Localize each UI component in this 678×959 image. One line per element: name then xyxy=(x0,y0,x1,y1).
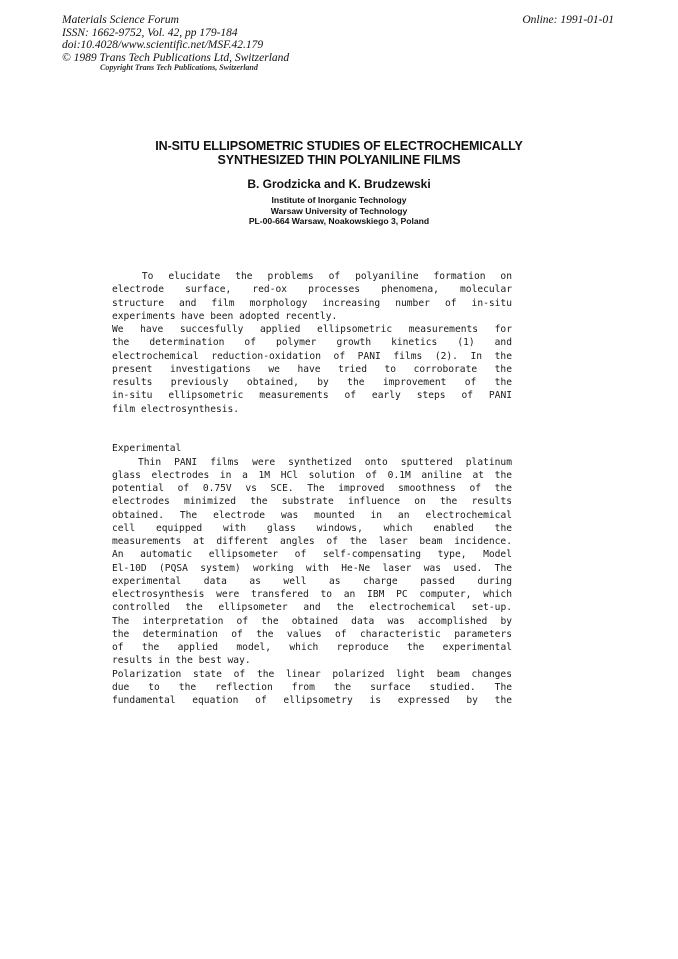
text-line: The interpretation of the obtained data was accomplished by xyxy=(112,615,512,627)
print-copyright: Copyright Trans Tech Publications, Switzerland xyxy=(100,63,258,72)
text-line: experiments have been adopted recently. xyxy=(112,310,338,322)
text-line: El-10D (PQSA system) working with He-Ne laser was used. The xyxy=(112,562,512,574)
text-line: structure and film morphology increasing number of in-situ xyxy=(112,297,512,309)
text-line: measurements at different angles of the laser beam incidence. xyxy=(112,536,512,547)
paper-title xyxy=(0,139,678,167)
journal-meta xyxy=(62,14,289,64)
affiliation-line-3: PL-00-664 Warsaw, Noakowskiego 3, Poland xyxy=(248,216,430,226)
text-line: the determination of polymer growth kinetics (1) and xyxy=(112,337,512,349)
text-line: Polarization state of the linear polarized light beam changes xyxy=(112,668,512,680)
affiliation-line-2: Warsaw University of Technology xyxy=(270,205,408,216)
text-line: cell equipped with glass windows, which enabled the xyxy=(112,522,512,534)
text-line: the determination of the values of characteristic parameters xyxy=(112,628,512,640)
affiliation-line-1: Institute of Inorganic Technology xyxy=(271,195,407,205)
text-line: obtained. The electrode was mounted in an electrochemical xyxy=(112,509,512,521)
text-line: film electrosynthesis. xyxy=(112,403,240,415)
text-line: experimental data as well as charge passed during xyxy=(112,575,512,587)
online-date: Online: 1991-01-01 xyxy=(522,14,614,26)
title-line-1: IN-SITU ELLIPSOMETRIC STUDIES OF ELECTROCHEMICALLY xyxy=(155,139,523,153)
text-line: potential of 0.75V vs SCE. The improved smoothness of the xyxy=(112,483,512,494)
text-line: electrochemical reduction-oxidation of PANI films (2). In the xyxy=(112,350,512,362)
copyright-line: © 1989 Trans Tech Publications Ltd, Switzerland xyxy=(62,51,290,64)
experimental-heading: Experimental xyxy=(112,443,182,455)
text-line: fundamental equation of ellipsometry is expressed by the xyxy=(112,695,512,706)
text-line: electrosynthesis were transfered to an IBM PC computer, which xyxy=(112,589,512,600)
text-line: glass electrodes in a 1M HCl solution of 0.1M aniline at the xyxy=(112,469,512,481)
authors: B. Grodzicka and K. Brudzewski xyxy=(247,177,431,191)
body-text xyxy=(112,270,512,707)
text-line: controlled the ellipsometer and the electrochemical set-up. xyxy=(112,602,512,614)
text-line: of the applied model, which reproduce the experimental xyxy=(112,642,512,653)
text-line: To elucidate the problems of polyaniline formation on xyxy=(112,271,512,282)
experimental-section xyxy=(112,456,512,708)
title-line-2: SYNTHESIZED THIN POLYANILINE FILMS xyxy=(217,153,461,167)
issn-line: ISSN: 1662-9752, Vol. 42, pp 179-184 xyxy=(62,26,238,39)
text-line: We have succesfully applied ellipsometric measurements for xyxy=(112,324,512,335)
doi-line: doi:10.4028/www.scientific.net/MSF.42.179 xyxy=(62,39,264,51)
affiliation xyxy=(0,195,678,227)
text-line: results previously obtained, by the improvement of the xyxy=(112,377,512,388)
text-line: due to the reflection from the surface studied. The xyxy=(112,681,512,693)
journal-name: Materials Science Forum xyxy=(62,14,179,26)
text-line: results in the best way. xyxy=(112,655,251,667)
text-line: electrode surface, red-ox processes phenomena, molecular xyxy=(112,284,512,296)
intro-paragraph xyxy=(112,270,512,416)
text-line: An automatic ellipsometer of self-compensating type, Model xyxy=(112,549,512,561)
text-line: present investigations we have tried to corroborate the xyxy=(112,363,512,375)
text-line: Thin PANI films were synthetized onto sputtered platinum xyxy=(112,456,512,468)
text-line: in-situ ellipsometric measurements of early steps of PANI xyxy=(112,390,512,402)
text-line: electrodes minimized the substrate influence on the results xyxy=(112,496,512,508)
